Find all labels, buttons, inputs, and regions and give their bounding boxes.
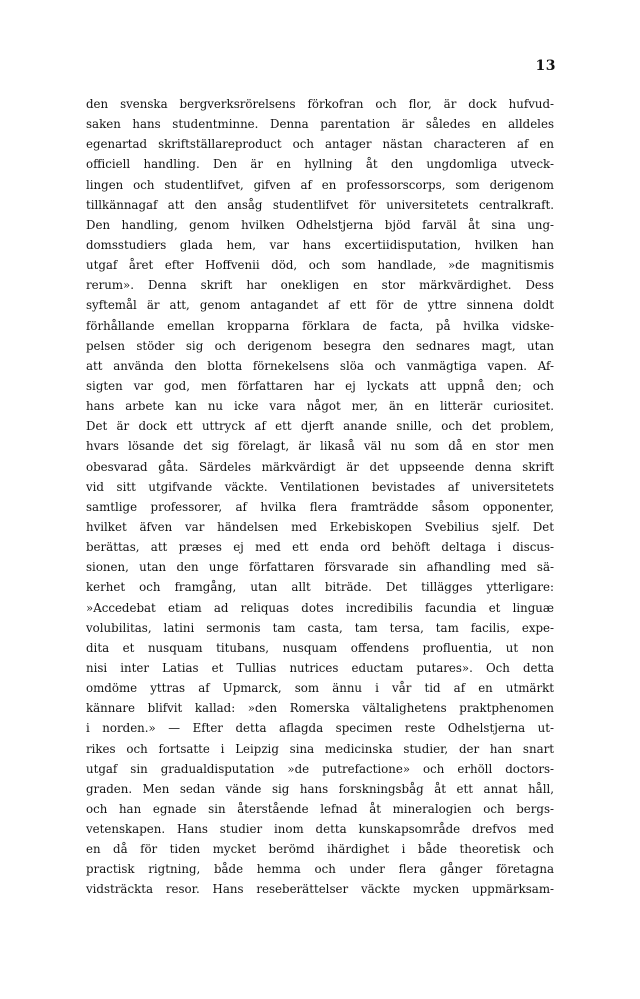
text-line: en då för tiden mycket berömd ihärdighet i både theoretisk och	[86, 842, 554, 857]
text-line: utgaf sin gradualdisputation »de putrefactione» och erhöll doctors-	[86, 761, 554, 776]
text-line: pelsen stöder sig och derigenom besegra den sednares magt, utan	[86, 338, 554, 353]
page-number: 13	[535, 58, 556, 74]
text-line: Det är dock ett uttryck af ett djerft anande snille, och det problem,	[86, 419, 554, 434]
text-line: kerhet och framgång, utan allt biträde. Det tillägges ytterligare:	[86, 580, 554, 595]
text-line: practisk rigtning, både hemma och under flera gånger företagna	[86, 862, 554, 877]
text-line: samtlige professorer, af hvilka flera framträdde såsom opponenter,	[86, 499, 554, 514]
text-line: tillkännagaf att den ansåg studentlifvet för universitetets centralkraft.	[86, 197, 554, 212]
text-line: hvilket äfven var händelsen med Erkebiskopen Svebilius sjelf. Det	[86, 519, 554, 534]
text-line: nisi inter Latias et Tullias nutrices eductam putares». Och detta	[86, 660, 554, 675]
text-line: domsstudiers glada hem, var hans excertiidisputation, hvilken han	[86, 237, 554, 252]
text-line: vid sitt utgifvande väckte. Ventilationen bevistades af universitetets	[86, 479, 554, 494]
text-line: hvars lösande det sig förelagt, är likaså väl nu som då en stor men	[86, 439, 554, 454]
text-line: egenartad skriftställareproduct och antager nästan characteren af en	[86, 137, 554, 152]
text-line: rikes och fortsatte i Leipzig sina medicinska studier, der han snart	[86, 741, 554, 756]
text-line: i norden.» — Efter detta aflagda specimen reste Odhelstjerna ut-	[86, 721, 554, 736]
text-line: vidsträckta resor. Hans reseberättelser väckte mycken uppmärksam-	[86, 882, 554, 897]
text-line: omdöme yttras af Upmarck, som ännu i vår tid af en utmärkt	[86, 681, 554, 696]
text-line: sionen, utan den unge författaren försvarade sin afhandling med sä-	[86, 560, 554, 575]
text-line: rerum». Denna skrift har onekligen en stor märkvärdighet. Dess	[86, 278, 554, 293]
text-line: att använda den blotta förnekelsens slöa och vanmägtiga vapen. Af-	[86, 358, 554, 373]
text-line: saken hans studentminne. Denna parentation är således en alldeles	[86, 117, 554, 132]
text-line: kännare blifvit kallad: »den Romerska vältalighetens praktphenomen	[86, 701, 554, 716]
text-line: »Accedebat etiam ad reliquas dotes incredibilis facundia et linguæ	[86, 600, 554, 615]
text-line: lingen och studentlifvet, gifven af en professorscorps, som derigenom	[86, 177, 554, 192]
text-line: officiell handling. Den är en hyllning åt den ungdomliga utveck-	[86, 157, 554, 172]
text-line: obesvarad gåta. Särdeles märkvärdigt är det uppseende denna skrift	[86, 459, 554, 474]
text-line: och han egnade sin återstående lefnad åt mineralogien och bergs-	[86, 801, 554, 816]
text-line: vetenskapen. Hans studier inom detta kunskapsområde drefvos med	[86, 822, 554, 837]
body-text	[86, 94, 554, 900]
text-line: förhållande emellan kropparna förklara de facta, på hvilka vidske-	[86, 318, 554, 333]
text-line: volubilitas, latini sermonis tam casta, tam tersa, tam facilis, expe-	[86, 620, 554, 635]
text-line: den svenska bergverksrörelsens förkofran och flor, är dock hufvud-	[86, 97, 554, 111]
text-line: syftemål är att, genom antagandet af ett för de yttre sinnena doldt	[86, 298, 554, 313]
text-line: utgaf året efter Hoffvenii död, och som handlade, »de magnitismis	[86, 258, 554, 273]
text-line: dita et nusquam titubans, nusquam offendens profluentia, ut non	[86, 640, 554, 655]
text-line: berättas, att præses ej med ett enda ord behöft deltaga i discus-	[86, 540, 554, 555]
text-line: sigten var god, men författaren har ej lyckats att uppnå den; och	[86, 378, 554, 393]
text-line: graden. Men sedan vände sig hans forskningsbåg åt ett annat håll,	[86, 781, 554, 796]
text-line: Den handling, genom hvilken Odhelstjerna bjöd farväl åt sina ung-	[86, 217, 554, 232]
text-line: hans arbete kan nu icke vara något mer, än en litterär curiositet.	[86, 399, 554, 414]
